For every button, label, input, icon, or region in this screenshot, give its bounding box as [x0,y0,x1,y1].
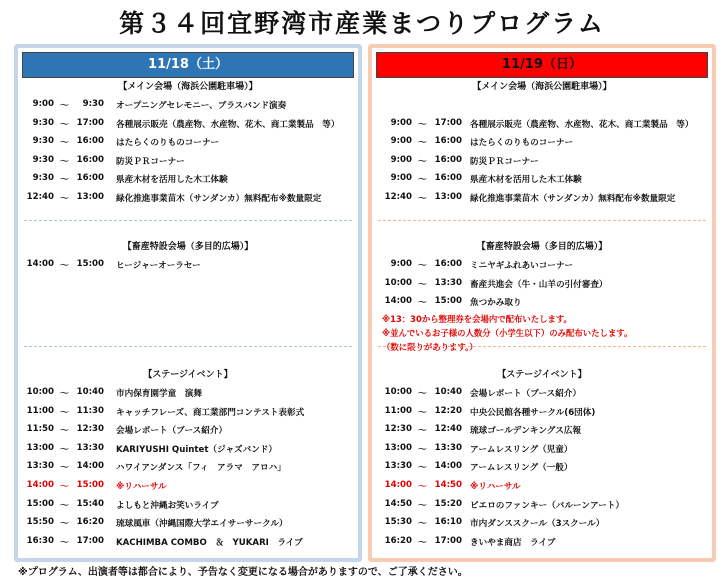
end-time: 13:00 [76,191,104,202]
start-time: 9:30 [32,173,54,184]
schedule-row [18,421,358,440]
time-separator: ～ [60,463,69,474]
start-time: 13:30 [26,461,54,472]
start-time: 14:00 [26,259,54,269]
start-time: 15:00 [26,498,54,509]
start-time: 10:00 [26,387,54,397]
sunday-livestock-section [372,238,712,354]
time-separator: ～ [418,481,427,492]
start-time: 11:50 [26,424,54,435]
event-name: 市内ダンススクール（3スクール） [470,519,605,530]
end-time: 17:00 [76,117,104,128]
schedule-row [18,133,358,152]
sunday-livestock-venue-title: 【畜産特設会場（多目的広場）】 [476,242,608,252]
saturday-livestock-section [18,238,358,275]
event-name: きいやま商店 ライブ [470,537,556,548]
schedule-row [18,514,358,533]
event-name: ※リハーサル [116,481,167,492]
event-name: 防災ＰＲコーナー [116,156,185,167]
event-name: KACHIMBA COMBO ＆ YUKARI ライブ [116,537,303,548]
end-time: 14:00 [434,461,462,472]
event-name: ピエロのファンキー（バルーンアート） [470,500,625,511]
time-separator: ～ [60,500,69,511]
end-time: 17:00 [434,117,462,128]
end-time: 16:00 [434,136,462,147]
end-time: 9:30 [82,99,104,109]
end-time: 16:00 [434,173,462,184]
time-separator: ～ [418,193,427,204]
page-title: 第３４回宜野湾市産業まつりプログラム [119,9,605,38]
start-time: 13:00 [26,442,54,453]
time-separator: ～ [60,138,69,149]
footer-disclaimer: ※プログラム、出演者等は都合により、予告なく変更になる場合がありますので、ご了承ください。 [18,567,468,578]
schedule-row [372,256,712,275]
schedule-row [372,293,712,312]
time-separator: ～ [418,426,427,437]
time-separator: ～ [418,500,427,511]
event-name: 会場レポート（ブース紹介） [470,389,582,399]
sunday-livestock-schedule [372,256,712,312]
time-separator: ～ [418,261,427,271]
time-separator: ～ [60,193,69,204]
schedule-row [18,458,358,477]
event-name: オープニングセレモニー、ブラスバンド演奏 [116,101,287,111]
start-time: 12:40 [384,191,412,202]
end-time: 14:00 [76,461,104,472]
end-time: 11:30 [76,405,104,416]
event-name: 琉球ゴールデンキングス広報 [470,426,582,437]
time-separator: ～ [60,519,69,530]
start-time: 12:30 [384,424,412,435]
start-time: 9:30 [32,117,54,128]
sunday-stage-schedule [372,384,712,551]
time-separator: ～ [60,426,69,437]
start-time: 10:00 [384,277,412,288]
sunday-main-venue-section [372,78,712,208]
sunday-stage-section [372,366,712,551]
time-separator: ～ [60,156,69,167]
schedule-row [18,496,358,515]
end-time: 17:00 [76,535,104,546]
event-name: 県産木材を活用した木工体験 [116,175,228,186]
time-separator: ～ [418,407,427,418]
schedule-row [18,115,358,134]
schedule-row [18,384,358,403]
schedule-row [372,115,712,134]
end-time: 10:40 [76,387,104,397]
time-separator: ～ [418,298,427,309]
end-time: 17:00 [434,535,462,546]
time-separator: ～ [418,279,427,290]
event-name: 魚つかみ取り [470,298,522,309]
time-separator: ～ [418,156,427,167]
start-time: 9:30 [32,154,54,165]
time-separator: ～ [418,537,427,548]
start-time: 11:00 [384,405,412,416]
sunday-date-header: 11/19（日） [376,52,708,78]
schedule-row [372,133,712,152]
sunday-panel [368,44,716,562]
time-separator: ～ [418,444,427,455]
schedule-row [372,170,712,189]
end-time: 12:20 [434,405,462,416]
schedule-row [18,189,358,208]
saturday-livestock-venue-title: 【畜産特設会場（多目的広場）】 [122,242,254,252]
end-time: 13:00 [434,191,462,202]
end-time: 15:00 [76,479,104,490]
start-time: 15:50 [26,517,54,528]
event-name: 緑化推進事業苗木（サンダンカ）無料配布※数量限定 [116,193,322,204]
start-time: 13:00 [384,442,412,453]
schedule-row [18,440,358,459]
saturday-main-schedule [18,96,358,208]
time-separator: ～ [418,389,427,399]
start-time: 14:00 [384,479,412,490]
end-time: 15:00 [434,296,462,307]
schedule-row [372,496,712,515]
time-separator: ～ [60,101,69,111]
time-separator: ～ [60,481,69,492]
end-time: 16:00 [76,154,104,165]
event-name: キャッチフレーズ、商工業部門コンテスト表彰式 [116,407,305,418]
start-time: 11:00 [26,405,54,416]
start-time: 14:50 [384,498,412,509]
end-time: 15:40 [76,498,104,509]
saturday-stage-venue-title: 【ステージイベント】 [143,370,233,380]
schedule-row [372,384,712,403]
end-time: 16:20 [76,517,104,528]
end-time: 16:10 [434,517,462,528]
event-name: ヒージャーオーラセー [116,261,201,271]
schedule-row [18,170,358,189]
schedule-row [372,152,712,171]
end-time: 12:30 [76,424,104,435]
note-line: （数に限りがあります。） [382,341,478,352]
start-time: 9:00 [390,136,412,147]
schedule-row [372,421,712,440]
time-separator: ～ [60,407,69,418]
saturday-main-venue-title: 【メイン会場（海浜公園駐車場）】 [118,82,258,92]
event-name: はたらくのりものコーナー [470,138,574,149]
event-name: 県産木材を活用した木工体験 [470,175,582,186]
section-divider [24,220,352,221]
start-time: 10:00 [384,387,412,397]
start-time: 12:40 [26,191,54,202]
schedule-row [372,514,712,533]
schedule-row [372,440,712,459]
event-name: アームレスリング（児童） [470,444,573,455]
schedule-row [372,533,712,552]
time-separator: ～ [418,519,427,530]
event-name: 琉球風車（沖縄国際大学エイサーサークル） [116,519,288,530]
end-time: 16:00 [76,173,104,184]
note-line: ※並んでいるお子様の人数分（小学生以下）のみ配布いたします。 [382,327,633,338]
saturday-livestock-schedule [18,256,358,275]
event-name: 中央公民館各種サークル(6団体) [470,407,596,418]
schedule-row [18,403,358,422]
event-name: ※リハーサル [470,481,521,492]
event-name: 畜産共進会（牛・山羊の引付審査） [470,279,608,290]
end-time: 14:50 [434,479,462,490]
start-time: 16:20 [384,535,412,546]
schedule-row [372,189,712,208]
event-name: アームレスリング（一般） [470,463,573,474]
start-time: 9:30 [32,136,54,147]
time-separator: ～ [60,119,69,130]
sunday-livestock-notes [372,312,712,354]
start-time: 13:30 [384,461,412,472]
time-separator: ～ [418,119,427,130]
event-name: 各種展示販売（農産物、水産物、花木、商工業製品 等） [470,119,694,130]
schedule-row [372,458,712,477]
end-time: 13:30 [76,442,104,453]
end-time: 13:30 [434,277,462,288]
time-separator: ～ [60,261,69,271]
time-separator: ～ [418,138,427,149]
start-time: 14:00 [26,479,54,490]
section-divider [378,220,706,221]
time-separator: ～ [60,537,69,548]
end-time: 15:00 [76,259,104,269]
event-name: 会場レポート（ブース紹介） [116,426,228,437]
event-name: よしもと沖縄お笑いライブ [116,500,219,511]
sunday-main-venue-title: 【メイン会場（海浜公園駐車場）】 [472,82,612,92]
event-name: KARIYUSHI Quintet（ジャズバンド） [116,444,278,455]
start-time: 15:30 [384,517,412,528]
event-name: 各種展示販売（農産物、水産物、花木、商工業製品 等） [116,119,340,130]
start-time: 14:00 [384,296,412,307]
end-time: 13:30 [434,442,462,453]
sunday-main-schedule [372,115,712,208]
end-time: 16:00 [76,136,104,147]
schedule-row [372,275,712,294]
saturday-date-header: 11/18（土） [22,52,354,78]
saturday-stage-section [18,366,358,551]
note-line: ※13：30から整理券を会場内で配布いたします。 [382,313,572,324]
event-name: ミニヤギふれあいコーナー [470,261,574,271]
time-separator: ～ [418,175,427,186]
schedule-row [372,477,712,496]
event-name: ハワイアンダンス「フィ アラマ アロハ」 [116,463,286,474]
end-time: 15:20 [434,498,462,509]
saturday-main-venue-section [18,78,358,208]
section-divider [24,346,352,347]
start-time: 9:00 [390,259,412,269]
schedule-row [18,533,358,552]
time-separator: ～ [60,444,69,455]
end-time: 12:40 [434,424,462,435]
time-separator: ～ [60,389,69,399]
time-separator: ～ [60,175,69,186]
event-name: 防災ＰＲコーナー [470,156,539,167]
start-time: 9:00 [32,99,54,109]
end-time: 16:00 [434,259,462,269]
schedule-row [18,477,358,496]
start-time: 9:00 [390,154,412,165]
event-name: 緑化推進事業苗木（サンダンカ）無料配布※数量限定 [470,193,676,204]
saturday-panel [14,44,362,562]
schedule-row [18,152,358,171]
end-time: 10:40 [434,387,462,397]
time-separator: ～ [418,463,427,474]
schedule-row [18,96,358,115]
schedule-row [18,256,358,275]
section-divider [378,346,706,347]
start-time: 9:00 [390,117,412,128]
schedule-row [372,403,712,422]
event-name: 市内保育園学童 演舞 [116,389,202,399]
sunday-stage-venue-title: 【ステージイベント】 [497,370,587,380]
start-time: 16:30 [26,535,54,546]
saturday-stage-schedule [18,384,358,551]
end-time: 16:00 [434,154,462,165]
event-name: はたらくのりものコーナー [116,138,220,149]
start-time: 9:00 [390,173,412,184]
